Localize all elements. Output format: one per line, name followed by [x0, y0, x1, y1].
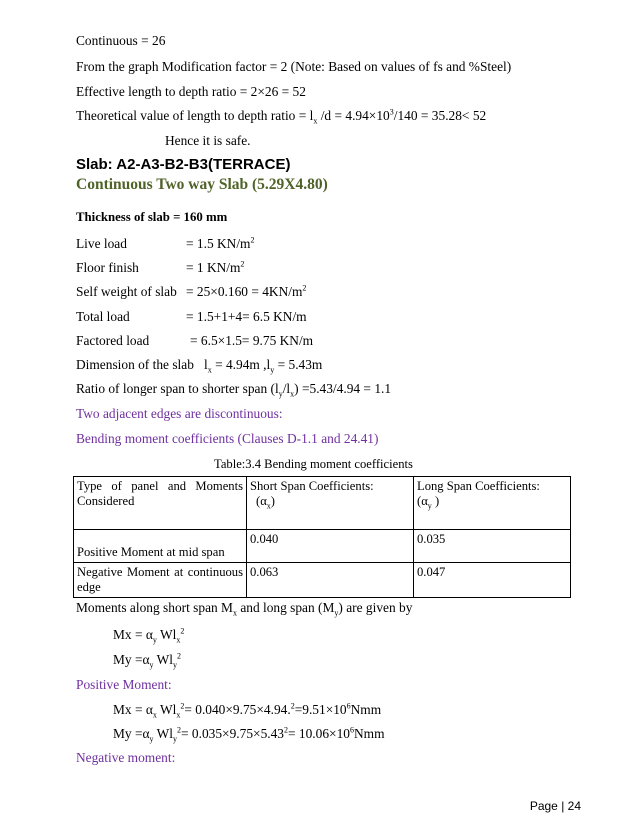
edges-note: Two adjacent edges are discontinuous:: [76, 406, 283, 421]
live-load-label: Live load: [76, 236, 127, 251]
table-header-row: [74, 477, 571, 530]
thickness-line: Thickness of slab = 160 mm: [76, 210, 228, 224]
theoretical-ratio-line: Theoretical value of length to depth ratio = $l_x$ $/d = 4.94\times 10^3/140 = 35.28< 52$: [76, 107, 487, 126]
slab-heading: Slab: A2-A3-B2-B3(TERRACE): [76, 156, 291, 173]
safe-line: Hence it is safe.: [165, 133, 251, 148]
row-negative-long: 0.047: [414, 563, 571, 598]
factored-load-value: = 6.5×1.5= 9.75 KN/m: [190, 333, 314, 348]
row-positive-label: Positive Moment at mid span: [74, 530, 247, 563]
effective-ratio-line: Effective length to depth ratio = 2×26 = 52: [76, 84, 306, 99]
span-ratio-line: Ratio of longer span to shorter span $(l_y/l_x) =5.43/4.94 = 1.1$: [76, 381, 392, 399]
positive-moment-heading: Positive Moment:: [76, 677, 172, 692]
slab-type-heading: Continuous Two way Slab (5.29X4.80): [76, 176, 328, 193]
floor-finish-value: = 1 $KN/m^2$: [186, 259, 245, 275]
floor-finish-label: Floor finish: [76, 260, 139, 275]
self-weight-label: Self weight of slab: [76, 284, 177, 299]
header-panel-type: Type of panel and Moments Considered: [74, 477, 247, 530]
dimension-label: Dimension of the slab: [76, 357, 194, 372]
live-load-value: = 1.5 $KN/m^2$: [186, 235, 255, 251]
row-positive-long: 0.035: [414, 530, 571, 563]
moments-line: Moments along short span $M_x$ and long span $(M_y)$ are given by: [76, 600, 413, 618]
coefficients-table: [73, 476, 571, 598]
negative-moment-heading: Negative moment:: [76, 750, 176, 765]
dimension-value: $l_x = 4.94m$ $,l_y = 5.43m$: [204, 357, 323, 375]
total-load-label: Total load: [76, 309, 130, 324]
table-row: [74, 563, 571, 598]
table-row: [74, 530, 571, 563]
factored-load-label: Factored load: [76, 333, 150, 348]
row-positive-short: 0.040: [247, 530, 414, 563]
total-load-value: = 1.5+1+4= 6.5 KN/m: [186, 309, 307, 324]
table-caption: Table:3.4 Bending moment coefficients: [214, 457, 413, 471]
positive-my: $My =\alpha_y$ $Wl_y^2= 0.035\times 9.75\times 5.43^2= 10.06\times 10^6Nmm$: [113, 725, 385, 744]
row-negative-label: Negative Moment at continuous edge: [74, 563, 247, 598]
my-formula: $My =\alpha_y$ $Wl_y^2$: [113, 651, 181, 670]
coefficients-note: Bending moment coefficients (Clauses D-1.1 and 24.41): [76, 431, 379, 446]
row-negative-short: 0.063: [247, 563, 414, 598]
header-long-span: Long Span Coefficients: ($\alpha_y$ ): [414, 477, 571, 530]
mx-formula: $Mx = \alpha_y$ $Wl_x^2$: [113, 626, 185, 645]
self-weight-value: = $25\times 0.160 = 4KN/m^2$: [186, 283, 307, 299]
positive-mx: $Mx = \alpha_x$ $Wl_x^2= 0.040\times 9.75\times 4.94.^2=9.51\times 10^6Nmm$: [113, 701, 382, 720]
header-short-span: Short Span Coefficients: $(\alpha_x)$: [247, 477, 414, 530]
continuous-line: Continuous = 26: [76, 33, 166, 48]
modification-line: From the graph Modification factor = 2 (Note: Based on values of fs and %Steel): [76, 59, 512, 74]
page-number: Page | 24: [529, 799, 581, 813]
